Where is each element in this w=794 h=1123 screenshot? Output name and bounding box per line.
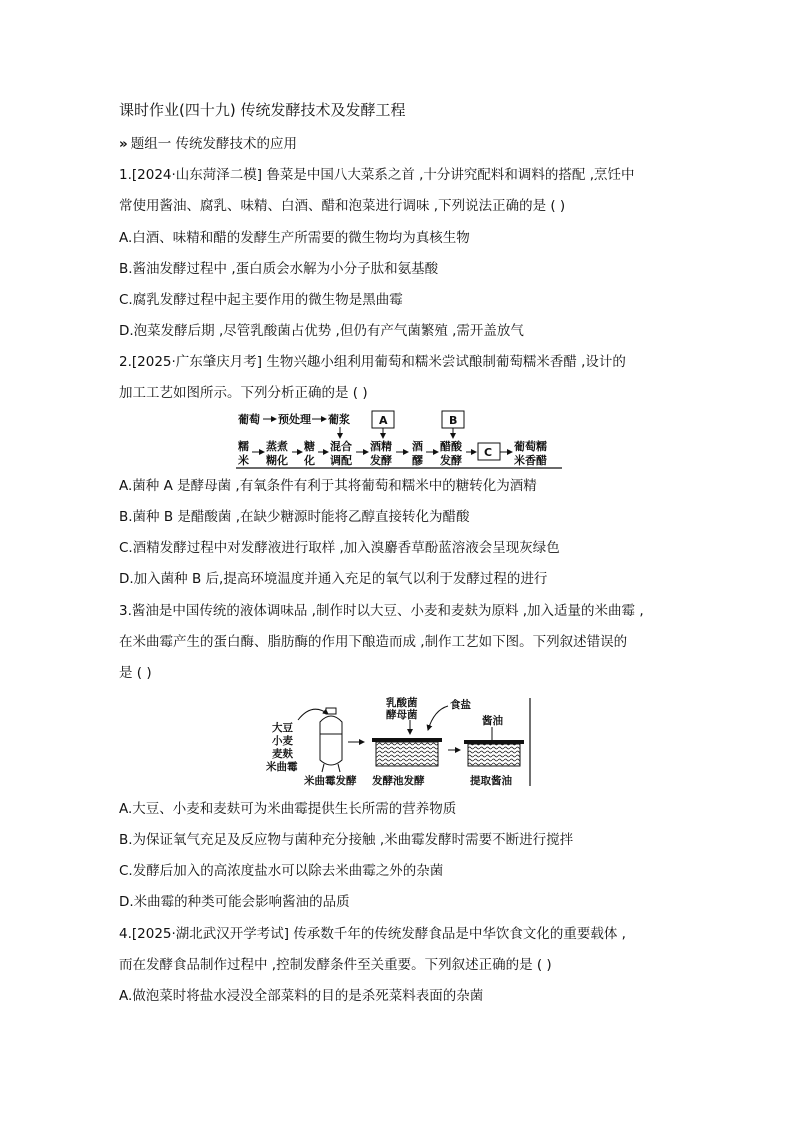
fig3-aspergillus: 米曲霉 [266,761,298,773]
q3-option-c: C.发酵后加入的高浓度盐水可以除去米曲霉之外的杂菌 [119,863,444,879]
fig3-soybean: 大豆 [272,722,293,734]
fig-rice-2: 米 [238,454,249,467]
fig-pretreat: 预处理 [278,413,311,426]
fig3-bran: 麦麸 [272,748,293,760]
fig-box-b-label: B [449,414,458,427]
fig-rice-1: 糯 [238,440,249,453]
fig-mix-1: 混合 [330,440,352,453]
fig-ace-2: 发酵 [440,454,462,467]
group-label: 题组一 传统发酵技术的应用 [130,136,298,152]
fig-box-a-label: A [379,414,388,427]
q2-option-b: B.菌种 B 是醋酸菌 ,在缺少糖源时能将乙醇直接转化为醋酸 [119,509,470,525]
q1-stem-line2: 常使用酱油、腐乳、味精、白酒、醋和泡菜进行调味 ,下列说法正确的是 ( ) [119,198,566,214]
q2-stem-line2: 加工工艺如图所示。下列分析正确的是 ( ) [119,385,368,401]
q2-stem-line1: 2.[2025·广东肇庆月考] 生物兴趣小组利用葡萄和糯米尝试酿制葡萄糯米香醋 ,设计的 [119,354,626,370]
fermenter-vessel-icon [320,708,342,772]
q2-option-d: D.加入菌种 B 后,提高环境温度并通入充足的氧气以利于发酵过程的进行 [119,571,548,587]
q4-stem-line2: 而在发酵食品制作过程中 ,控制发酵条件至关重要。下列叙述正确的是 ( ) [119,957,552,973]
fig-prod-1: 葡萄糯 [514,440,547,453]
q2-option-a: A.菌种 A 是酵母菌 ,有氧条件有利于其将葡萄和糯米中的糖转化为酒精 [119,478,537,494]
fig-pulp: 葡浆 [328,413,350,426]
fig-alc-1: 酒精 [370,440,392,453]
q3-stem-line3: 是 ( ) [119,665,152,681]
fig3-yeast: 酵母菌 [386,709,418,721]
fig3-step3: 提取酱油 [470,775,512,787]
fig-box-c-label: C [484,446,493,459]
fig-ace-1: 醋酸 [440,440,462,453]
fig-mix-2: 调配 [330,454,352,467]
fig-steam-1: 蒸煮 [266,440,288,453]
q4-stem-line1: 4.[2025·湖北武汉开学考试] 传承数千年的传统发酵食品是中华饮食文化的重要载体 , [119,926,626,942]
fig3-wheat: 小麦 [272,735,293,747]
fig3-step1: 米曲霉发酵 [304,775,357,787]
q2-option-c: C.酒精发酵过程中对发酵液进行取样 ,加入溴麝香草酚蓝溶液会呈现灰绿色 [119,540,560,556]
q3-process-figure [264,694,532,792]
fig-sacc-1: 糖 [304,440,315,453]
fig3-salt: 食盐 [450,699,471,711]
fig-prod-2: 米香醋 [514,454,547,467]
q4-option-a: A.做泡菜时将盐水浸没全部菜料的目的是杀死菜料表面的杂菌 [119,988,484,1004]
q3-stem-line1: 3.酱油是中国传统的液体调味品 ,制作时以大豆、小麦和麦麸为原料 ,加入适量的米曲霉 , [119,603,644,619]
page-title: 课时作业(四十九) 传统发酵技术及发酵工程 [119,101,406,119]
q1-option-d: D.泡菜发酵后期 ,尽管乳酸菌占优势 ,但仍有产气菌繁殖 ,需开盖放气 [119,323,524,339]
q1-stem-line1: 1.[2024·山东菏泽二模] 鲁菜是中国八大菜系之首 ,十分讲究配料和调料的搭配 ,烹饪中 [119,167,635,183]
fig-alc-2: 发酵 [370,454,392,467]
q1-option-c: C.腐乳发酵过程中起主要作用的微生物是黑曲霉 [119,292,403,308]
q1-option-b: B.酱油发酵过程中 ,蛋白质会水解为小分子肽和氨基酸 [119,261,439,277]
fig-grape: 葡萄 [238,413,260,426]
fig-wine-1: 酒 [412,440,423,453]
fig3-lactic: 乳酸菌 [386,697,418,709]
q3-option-d: D.米曲霉的种类可能会影响酱油的品质 [119,894,350,910]
q3-option-b: B.为保证氧气充足及反应物与菌种充分接触 ,米曲霉发酵时需要不断进行搅拌 [119,832,574,848]
fig-steam-2: 糊化 [266,454,288,467]
fig3-step2: 发酵池发酵 [372,775,425,787]
group-heading [119,135,297,153]
fig-wine-2: 醪 [412,454,423,467]
extraction-tank-icon [464,740,524,766]
q3-stem-line2: 在米曲霉产生的蛋白酶、脂肪酶的作用下酿造而成 ,制作工艺如下图。下列叙述错误的 [119,634,628,650]
q1-option-a: A.白酒、味精和醋的发酵生产所需要的微生物均为真核生物 [119,230,470,246]
fig3-soy-sauce: 酱油 [482,715,503,727]
fermentation-pool-icon [372,738,442,766]
fig-sacc-2: 化 [304,454,315,467]
q2-process-figure [236,408,566,476]
q3-option-a: A.大豆、小麦和麦麸可为米曲霉提供生长所需的营养物质 [119,801,457,817]
double-chevron-icon: » [119,136,125,152]
